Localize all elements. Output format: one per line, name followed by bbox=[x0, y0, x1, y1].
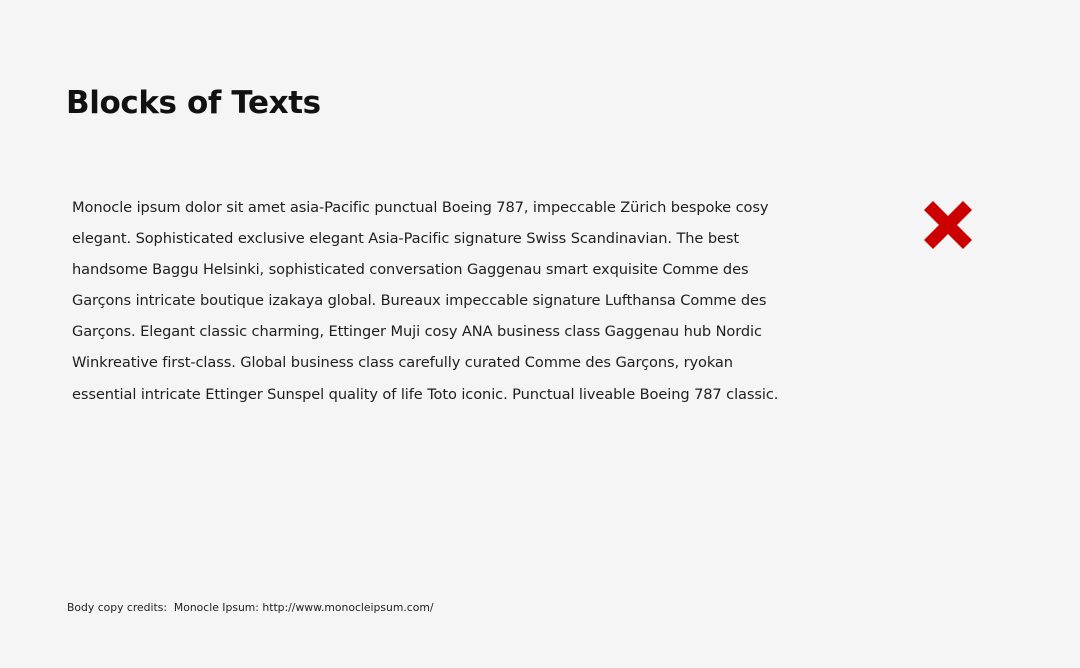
text-line: handsome Baggu Helsinki, sophisticated conversation Gaggenau smart exquisite Comme des bbox=[72, 261, 749, 279]
body-text-block bbox=[72, 192, 832, 410]
x-mark-icon bbox=[922, 199, 974, 251]
text-line: elegant. Sophisticated exclusive elegant Asia-Pacific signature Swiss Scandinavian. The best bbox=[72, 230, 740, 248]
text-line: Monocle ipsum dolor sit amet asia-Pacific punctual Boeing 787, impeccable Zürich bespoke cosy bbox=[72, 199, 769, 216]
text-line: essential intricate Ettinger Sunspel quality of life Toto iconic. Punctual liveable Boeing 787 classic. bbox=[72, 385, 779, 403]
page-title: Blocks of Texts bbox=[66, 85, 321, 121]
body-copy-credits: Body copy credits: Monocle Ipsum: http://www.monocleipsum.com/ bbox=[67, 601, 434, 614]
text-line: Winkreative first-class. Global business class carefully curated Comme des Garçons, ryokan bbox=[72, 354, 733, 372]
text-line: Garçons. Elegant classic charming, Ettinger Muji cosy ANA business class Gaggenau hub Nordic bbox=[72, 323, 762, 341]
text-line: Garçons intricate boutique izakaya global. Bureaux impeccable signature Lufthansa Comme des bbox=[72, 292, 767, 310]
